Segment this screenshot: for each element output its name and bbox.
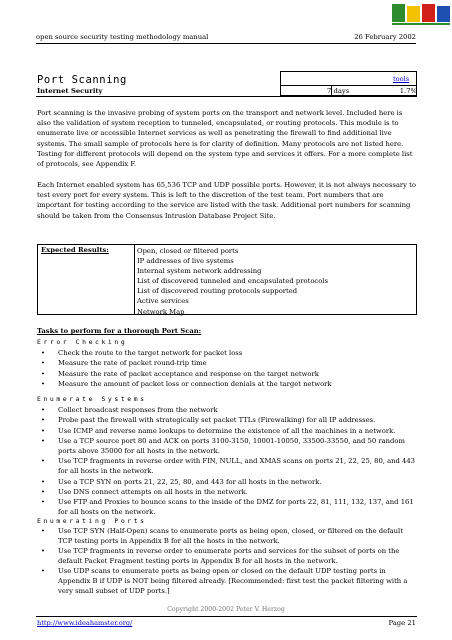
list-item: • Use ICMP and reverse name lookups to determine the existence of all the machines in a network. [41,426,396,435]
list-item: • Use a TCP source port 80 and ACK on ports 3100-3150, 10001-10050, 33500-33550, and 50 random ports above 35000 for all hosts in the network. [41,437,405,455]
bullet-icon: • [41,380,46,389]
security-percent: 1.7% [399,87,417,95]
header-divider [36,43,416,44]
expected-item: Open, closed or filtered ports [137,247,239,255]
bullet-icon: • [41,567,46,576]
logo-bar-blue [437,6,450,22]
header-date: 26 February 2002 [354,33,416,41]
bullet-icon: • [41,369,46,378]
bullet-icon: • [41,416,46,425]
intro-paragraph: Port scanning is the invasive probing of system ports on the transport and network level. Included here is also the validation of system reception to tunneled, encapsulated, or routing protocols. This module is to enumerate live or accessible Internet services as well as penetrating the firewall to find additional live systems. The small sample of protocols here is for clarity of definition. Many protocols are not listed here. Testing for different protocols will depend on the system type and services it offers. For a more complete list of protocols, see Appendix F. [37,109,413,169]
bullet-icon: • [41,349,46,357]
security-days: 7 days [327,87,350,95]
list-item: • Use DNS connect attempts on all hosts in the network. [41,487,248,496]
copyright-notice: Copyright 2000-2002 Peter V. Herzog [167,606,285,613]
logo-bar-red [422,4,435,22]
ports-paragraph: Each Internet enabled system has 65,536 TCP and UDP possible ports. However, it is not always necessary to test every port for every system. This is left to the discretion of the test team. Port numbers that are important for testing according to the service are listed with the task. Additional port numbers for scanning should be taken from the Consensus Intrusion Database Project Site. [37,181,416,220]
expected-item: IP addresses of live systems [137,257,234,266]
expected-item: List of discovered routing protocols supported [137,287,298,296]
section-title: Port Scanning [37,74,127,86]
list-item: • Measure the rate of packet round-trip time [41,359,207,368]
page-header [36,33,416,41]
list-item: • Use FTP and Proxies to bounce scans to the inside of the DMZ for ports 22, 81, 111, 132, 137, and 161 for all hosts on the network. [41,498,414,517]
website-link[interactable]: http://www.ideahamster.org/ [37,619,133,627]
list-item: • Probe past the firewall with strategically set packet TTLs (Firewalking) for all IP addresses. [41,416,376,425]
tools-link[interactable]: tools [393,75,410,83]
expected-results-label: Expected Results: [41,246,109,254]
bullet-icon: • [41,437,46,446]
enumerate-systems-list [37,406,418,519]
list-item: • Collect broadcast responses from the network [41,406,218,414]
bullet-icon: • [41,406,46,414]
bullet-icon: • [41,359,46,368]
bullet-icon: • [41,426,46,435]
section-divider [36,96,417,97]
logo-bar-yellow [407,6,420,22]
list-item: • Use UDP scans to enumerate ports as being open or closed on the default UDP testing ports in Appendix B if UDP is NOT being filtered already. [Recommended: first test the packet filtering with a very small subset of UDP ports.] [41,567,408,595]
bullet-icon: • [41,477,46,486]
expected-results-list [137,246,328,317]
enumerate-systems-heading: Enumerate Systems [37,395,147,403]
error-checking-heading: Error Checking [37,338,128,346]
enumerating-ports-heading: Enumerating Ports [37,517,147,525]
bullet-icon: • [41,487,46,496]
error-checking-list [37,349,418,391]
footer-divider [36,616,417,617]
bullet-icon: • [41,527,46,535]
ideahamster-logo-icon [376,0,452,30]
list-item: • Check the route to the target network for packet loss [41,349,243,357]
list-item: • Measure the rate of packet acceptance and response on the target network [41,369,319,378]
bullet-icon: • [41,498,46,507]
manual-title: open source security testing methodology manual [36,33,209,41]
expected-item: Active services [137,297,189,306]
security-name: Internet Security [37,87,103,95]
list-item: • Measure the amount of packet loss or connection denials at the target network [41,380,332,389]
expected-item: Internal system network addressing [137,267,262,276]
tasks-heading: Tasks to perform for a thorough Port Scan: [37,327,202,335]
logo-bar-green [392,4,405,22]
enumerating-ports-list [37,527,418,597]
expected-item: Network Map [137,307,185,316]
expected-item: List of discovered tunneled and encapsulated protocols [137,277,328,286]
page-number: Page 21 [388,619,416,627]
list-item: • Use TCP fragments in reverse order with FIN, NULL, and XMAS scans on ports 21, 22, 25, 80, and 443 for all hosts in the network. [41,457,416,476]
expected-results-table [37,244,417,315]
list-item: • Use TCP fragments in reverse order to enumerate ports and services for the subset of ports on the default Packet Fragment testing ports in Appendix B for all hosts in the network. [41,547,400,565]
list-item: • Use a TCP SYN on ports 21, 22, 25, 80, and 443 for all hosts in the network. [41,477,322,486]
bullet-icon: • [41,457,46,466]
list-item: • Use TCP SYN (Half-Open) scans to enumerate ports as being open, closed, or filtered on the default TCP testing ports in Appendix B for all the hosts in the network. [41,527,403,545]
bullet-icon: • [41,547,46,556]
